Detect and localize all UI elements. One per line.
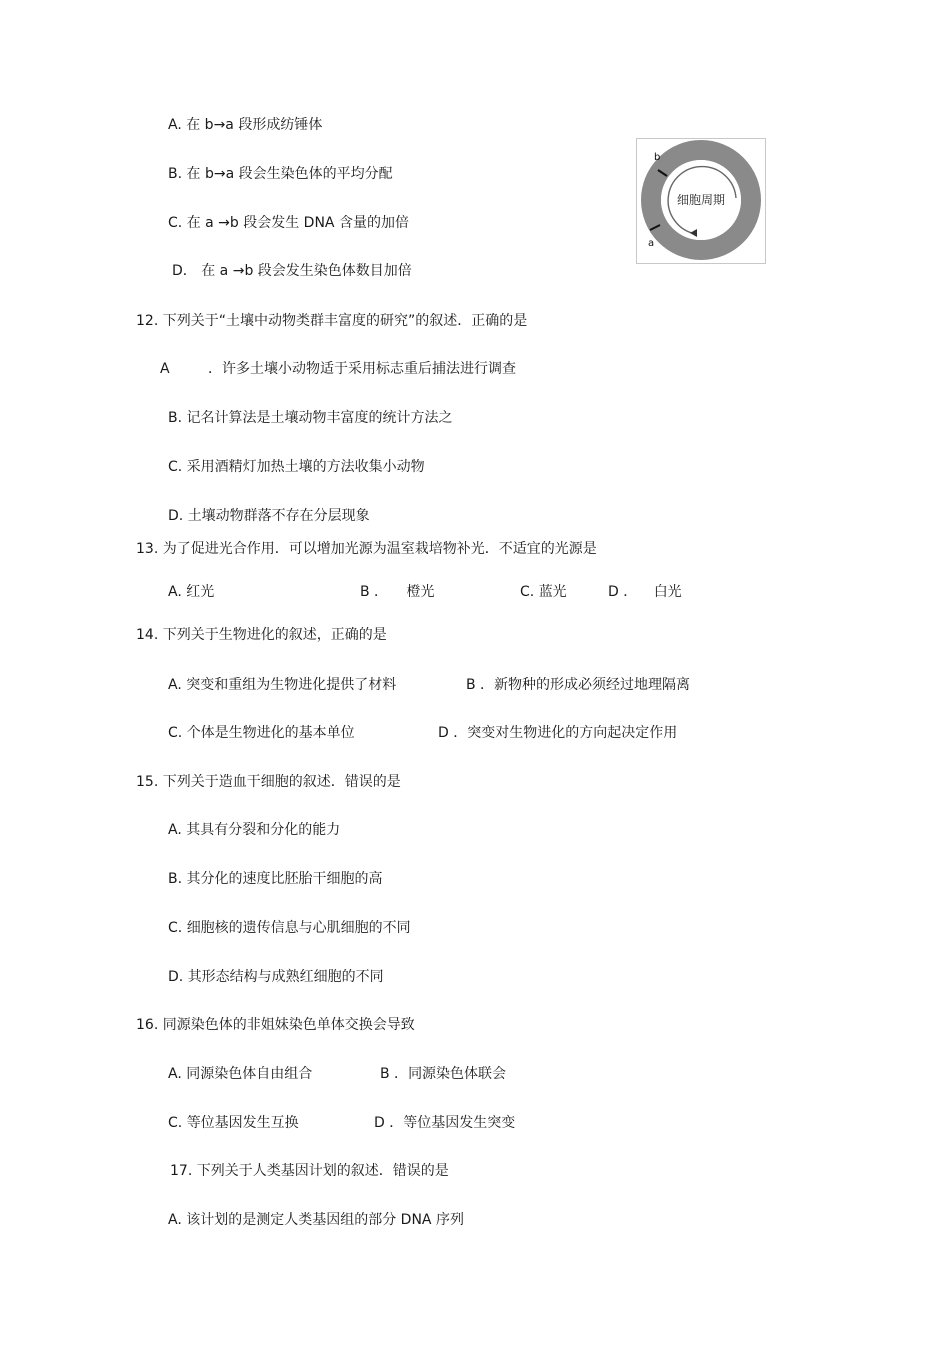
option-text: 在 b→a 段形成纺锤体 — [186, 117, 323, 133]
option-label: B ． — [466, 677, 495, 693]
q12-stem: 12. 下列关于“土壤中动物类群丰富度的研究”的叙述．正确的是 — [136, 313, 528, 329]
q12-option-a — [160, 360, 516, 378]
q16-stem: 16. 同源染色体的非姐妹染色单体交换会导致 — [136, 1017, 415, 1033]
q12-option-c — [168, 458, 425, 476]
option-text: 蓝光 — [538, 584, 567, 600]
option-label: B. — [168, 410, 183, 426]
option-text: ．许多土壤小动物适于采用标志重后捕法进行调查 — [208, 361, 516, 377]
option-text: 其形态结构与成熟红细胞的不同 — [187, 969, 384, 985]
q13-option-d — [608, 583, 682, 601]
q17-stem: 17. 下列关于人类基因计划的叙述．错误的是 — [170, 1163, 449, 1179]
option-label: A. — [168, 1066, 182, 1082]
option-label: C. — [168, 1115, 183, 1131]
option-text: 新物种的形成必须经过地理隔离 — [494, 677, 691, 693]
q14-option-c — [168, 724, 355, 742]
cell-cycle-figure — [636, 138, 766, 264]
option-label: C. — [168, 725, 183, 741]
option-text: 在 b→a 段会生染色体的平均分配 — [186, 166, 393, 182]
q14-option-b — [466, 676, 690, 694]
option-label: D ． — [608, 584, 638, 600]
option-text: 在 a →b 段会发生染色体数目加倍 — [201, 263, 412, 279]
option-text: 橙光 — [406, 584, 435, 600]
option-label: D. — [168, 969, 184, 985]
option-label: A. — [168, 822, 182, 838]
option-label: B ． — [380, 1066, 409, 1082]
q15-stem: 15. 下列关于造血干细胞的叙述．错误的是 — [136, 774, 401, 790]
option-text: 突变对生物进化的方向起决定作用 — [467, 725, 678, 741]
q15-option-a — [168, 821, 340, 839]
option-text: 细胞核的遗传信息与心肌细胞的不同 — [186, 920, 411, 936]
option-label: A. — [168, 584, 182, 600]
q16-option-a — [168, 1065, 312, 1083]
option-text: 个体是生物进化的基本单位 — [186, 725, 355, 741]
q13-option-a — [168, 583, 214, 601]
q14-stem: 14. 下列关于生物进化的叙述，正确的是 — [136, 627, 387, 643]
q17-option-a — [168, 1211, 464, 1229]
option-text: 该计划的是测定人类基因组的部分 DNA 序列 — [186, 1212, 464, 1228]
option-text: 同源染色体自由组合 — [186, 1066, 313, 1082]
option-text: 采用酒精灯加热土壤的方法收集小动物 — [186, 459, 425, 475]
q12-option-b — [168, 409, 453, 427]
option-text: 记名计算法是土壤动物丰富度的统计方法之 — [186, 410, 453, 426]
q15-option-b — [168, 870, 383, 888]
option-text: 土壤动物群落不存在分层现象 — [187, 508, 370, 524]
option-label: D． — [172, 263, 197, 279]
option-label: D. — [168, 508, 184, 524]
option-text: 在 a →b 段会发生 DNA 含量的加倍 — [186, 215, 409, 231]
q11-option-a — [168, 116, 322, 134]
option-label: A — [160, 361, 170, 377]
cell-cycle-diagram — [636, 138, 766, 264]
q13-option-c — [520, 583, 567, 601]
option-text: 突变和重组为生物进化提供了材料 — [186, 677, 397, 693]
q16-option-b — [380, 1065, 506, 1083]
option-label: A. — [168, 677, 182, 693]
option-label: C. — [520, 584, 535, 600]
option-label: D ． — [374, 1115, 404, 1131]
q12-option-d — [168, 507, 370, 525]
label-a: a — [648, 238, 655, 249]
option-label: B ． — [360, 584, 389, 600]
option-text: 其具有分裂和分化的能力 — [186, 822, 341, 838]
option-label: A. — [168, 1212, 182, 1228]
label-b: b — [654, 152, 661, 163]
option-label: A. — [168, 117, 182, 133]
option-label: C. — [168, 920, 183, 936]
option-text: 同源染色体联会 — [408, 1066, 507, 1082]
option-label: D ． — [438, 725, 468, 741]
option-label: C. — [168, 459, 183, 475]
option-text: 等位基因发生突变 — [403, 1115, 516, 1131]
option-label: B. — [168, 871, 183, 887]
q11-option-c — [168, 214, 409, 232]
q16-option-d — [374, 1114, 515, 1132]
option-label: C. — [168, 215, 183, 231]
q16-option-c — [168, 1114, 299, 1132]
option-text: 等位基因发生互换 — [186, 1115, 299, 1131]
q14-option-d — [438, 724, 677, 742]
q14-option-a — [168, 676, 396, 694]
option-text: 白光 — [653, 584, 682, 600]
q11-option-d — [172, 262, 412, 280]
q13-option-b — [360, 583, 435, 601]
option-label: B. — [168, 166, 183, 182]
cycle-label: 细胞周期 — [676, 193, 726, 207]
q11-option-b — [168, 165, 393, 183]
option-text: 红光 — [186, 584, 215, 600]
q13-stem: 13. 为了促进光合作用．可以增加光源为温室栽培物补光．不适宜的光源是 — [136, 541, 597, 557]
option-text: 其分化的速度比胚胎干细胞的高 — [186, 871, 383, 887]
q15-option-c — [168, 919, 411, 937]
q15-option-d — [168, 968, 384, 986]
